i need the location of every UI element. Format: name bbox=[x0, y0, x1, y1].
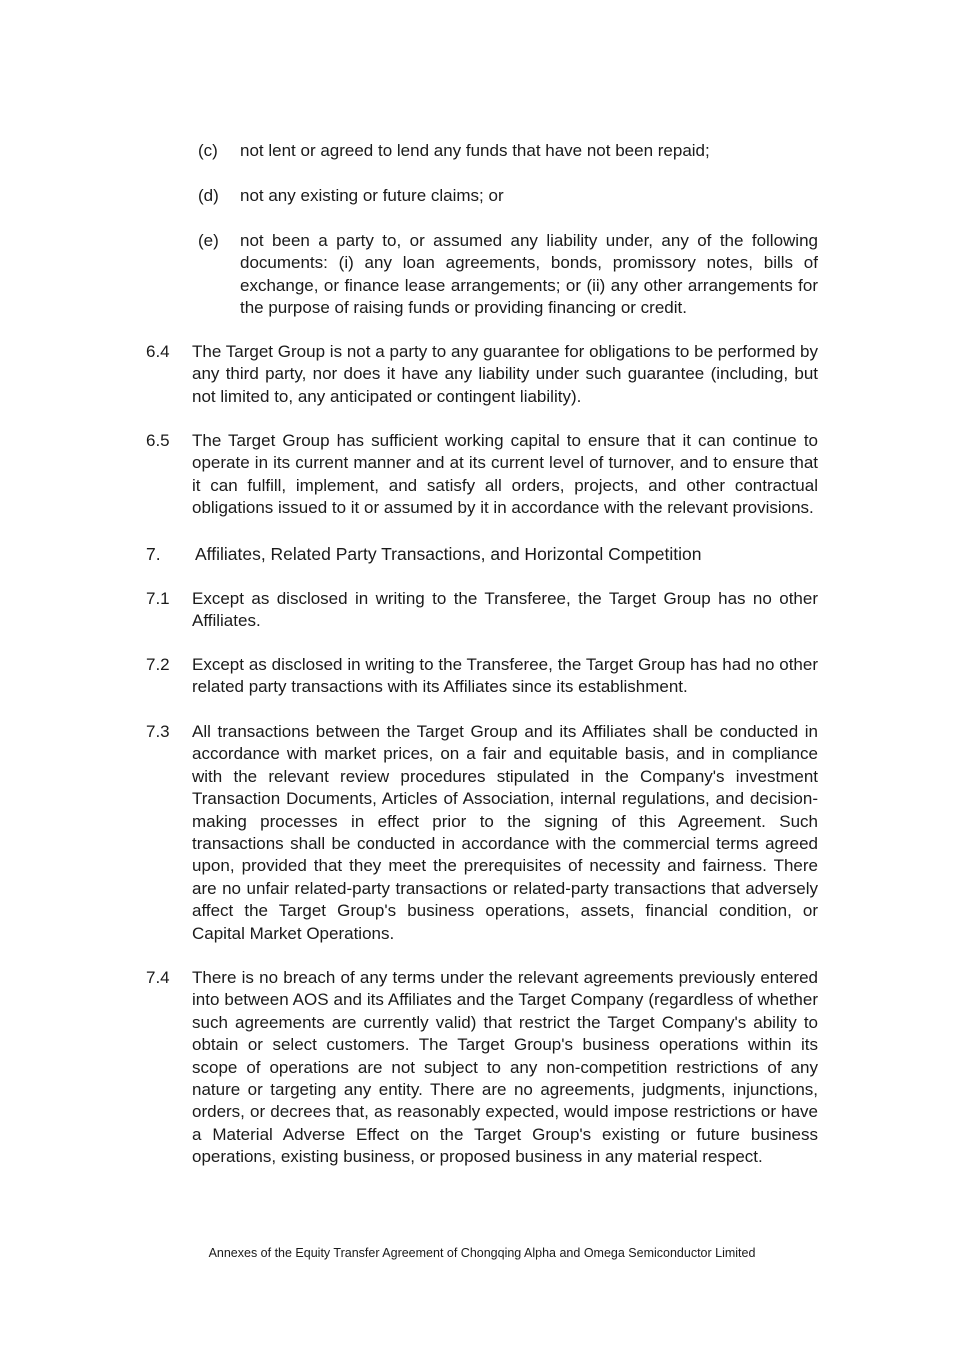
clause-number: 7.2 bbox=[146, 655, 170, 674]
sub-item-label: (d) bbox=[198, 186, 219, 205]
clause-text: The Target Group is not a party to any guarantee for obligations to be performed by any third party, nor does it have any liability under such guarantee (including, but not limited to, any anticipated or contingent liability). bbox=[192, 342, 818, 406]
clause-text: All transactions between the Target Group and its Affiliates shall be conducted in accordance with market prices, on a fair and equitable basis, and in compliance with the relevant review procedures stipulated in the Company's investment Transaction Documents, Articles of Association, internal regulations, and decision-making processes in effect prior to the signing of this Agreement. Such transactions shall be conducted in accordance with the commercial terms agreed upon, provided that they meet the prerequisites of necessity and fairness. There are no unfair related-party transactions or related-party transactions that adversely affect the Target Group's business operations, assets, financial condition, or Capital Market Operations. bbox=[192, 722, 818, 943]
clause-text: The Target Group has sufficient working capital to ensure that it can continue to operate in its current manner and at its current level of turnover, and to ensure that it can fulfill, implement, and satisfy all orders, projects, and other contractual obligations issued to it or assumed by it in accordance with the relevant provisions. bbox=[192, 431, 818, 518]
sub-item-text: not lent or agreed to lend any funds that have not been repaid; bbox=[240, 141, 710, 160]
clause-text: There is no breach of any terms under the relevant agreements previously entered into between AOS and its Affiliates and the Target Company (regardless of whether such agreements are currently valid) that restrict the Target Company's ability to obtain or select customers. The Target Group's business operations within its scope of operations are not subject to any non-competition restrictions of any nature or targeting any entity. There are no agreements, judgments, injunctions, orders, or decrees that, as reasonably expected, would impose restrictions or have a Material Adverse Effect on the Target Group's existing or future business operations, existing business, or proposed business in any material respect. bbox=[192, 968, 818, 1167]
sub-item-label: (c) bbox=[198, 141, 218, 160]
clause-number: 6.5 bbox=[146, 431, 170, 450]
section-number: 7. bbox=[146, 544, 161, 564]
section-title: Affiliates, Related Party Transactions, and Horizontal Competition bbox=[195, 544, 702, 564]
clause-number: 7.3 bbox=[146, 722, 170, 741]
sub-item-text: not been a party to, or assumed any liability under, any of the following documents: (i) any loan agreements, bonds, promissory notes, bills of exchange, or finance lease arrangements; or (ii) any other arrangements for the purpose of raising funds or providing financing or credit. bbox=[240, 231, 818, 318]
clause-number: 6.4 bbox=[146, 342, 170, 361]
sub-item-text: not any existing or future claims; or bbox=[240, 186, 504, 205]
sub-item-label: (e) bbox=[198, 231, 219, 250]
clause-text: Except as disclosed in writing to the Transferee, the Target Group has no other Affiliates. bbox=[192, 589, 818, 631]
clause-text: Except as disclosed in writing to the Transferee, the Target Group has had no other related party transactions with its Affiliates since its establishment. bbox=[192, 655, 818, 697]
clause-number: 7.1 bbox=[146, 589, 170, 608]
page-footer: Annexes of the Equity Transfer Agreement of Chongqing Alpha and Omega Semiconductor Limited bbox=[208, 1246, 756, 1260]
clause-number: 7.4 bbox=[146, 968, 170, 987]
